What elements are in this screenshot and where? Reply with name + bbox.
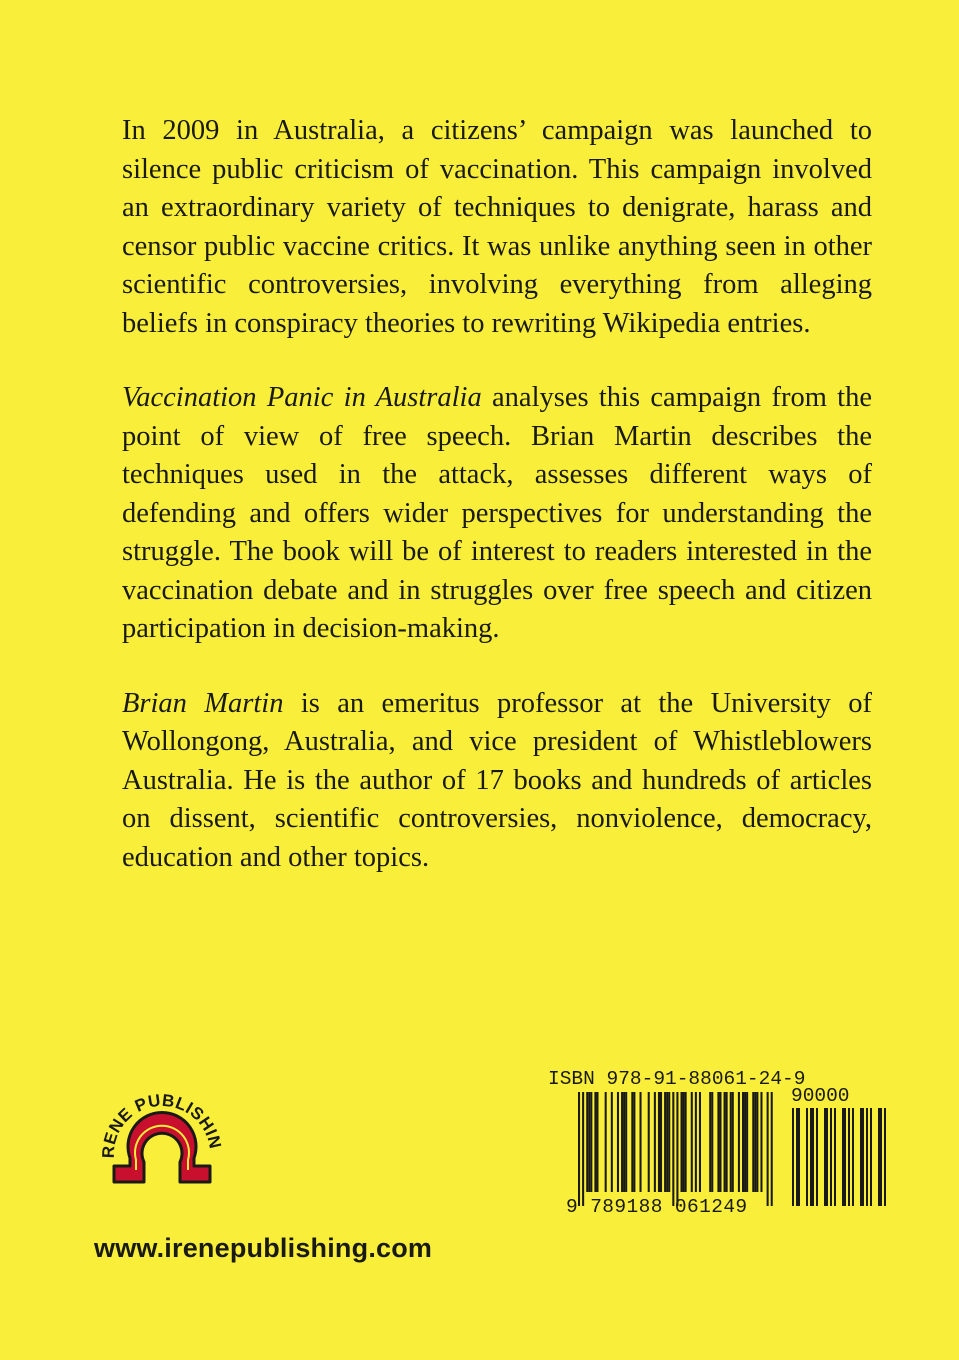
blurb-paragraph-2-text: analyses this campaign from the point of view of free speech. Brian Martin describes the techniques used in the attack, assesses different ways of defending and offers wider perspectives for understanding the struggle. The book will be of interest to readers interested in the vaccination debate and in struggles over free speech and citizen participation in decision-making. <box>122 382 873 644</box>
barcode-bar <box>588 1092 590 1192</box>
barcode-bar <box>691 1092 693 1192</box>
addon-bar <box>842 1108 844 1206</box>
isbn-label: ISBN 978-91-88061-24-9 <box>548 1068 806 1090</box>
barcode-bar <box>754 1092 756 1192</box>
back-cover-blurb <box>122 112 872 877</box>
barcode-bar <box>594 1092 596 1192</box>
addon-bar <box>860 1108 862 1206</box>
addon-bar <box>834 1108 836 1206</box>
barcode-bar <box>578 1092 580 1206</box>
barcode-bar <box>621 1092 623 1192</box>
barcode-bar <box>640 1092 642 1192</box>
barcode-bar <box>590 1092 592 1192</box>
barcode-bar <box>746 1092 748 1192</box>
barcode-bar <box>611 1092 613 1192</box>
author-bio-text: is an emeritus professor at the University of Wollongong, Australia, and vice president of Whistleblowers Australia. He is the author of 17 books and hundreds of articles on dissent, scientific controversies, nonviolence, democracy, education and other topics. <box>122 687 872 873</box>
barcode-bar <box>683 1092 685 1192</box>
addon-bar <box>880 1108 882 1206</box>
svg-text:IRENE PUBLISHING <box>92 1062 225 1159</box>
barcode-bar <box>582 1092 584 1206</box>
barcode-bar <box>648 1092 650 1192</box>
barcode-bar <box>719 1092 721 1192</box>
addon-bar <box>870 1108 872 1206</box>
addon-bar <box>792 1108 794 1206</box>
addon-bar <box>806 1108 808 1206</box>
barcode-bar <box>742 1092 744 1192</box>
barcode-bar <box>586 1092 588 1192</box>
barcode-bar <box>760 1092 762 1192</box>
barcode-bar <box>756 1092 758 1192</box>
addon-bar <box>798 1108 800 1206</box>
addon-bar <box>852 1108 854 1206</box>
barcode-bar <box>752 1092 754 1192</box>
barcode-bar <box>605 1092 607 1192</box>
author-bio <box>122 685 872 878</box>
barcode-bar <box>685 1092 687 1192</box>
barcode-bar <box>695 1092 697 1192</box>
barcode-addon-number: 90000 <box>791 1085 850 1107</box>
barcode-bar <box>730 1092 732 1192</box>
author-name: Brian Martin <box>122 687 284 719</box>
barcode-bar <box>726 1092 728 1192</box>
addon-bar <box>810 1108 812 1206</box>
addon-bar <box>844 1108 846 1206</box>
barcode-bar <box>732 1092 734 1192</box>
addon-bar <box>824 1108 826 1206</box>
barcode-bar <box>717 1092 719 1192</box>
barcode-bar <box>666 1092 668 1192</box>
barcode-bar <box>681 1092 683 1192</box>
barcode-bar <box>699 1092 701 1192</box>
addon-bar <box>816 1108 818 1206</box>
barcode-bar <box>633 1092 635 1192</box>
addon-bar <box>826 1108 828 1206</box>
barcode-bar <box>654 1092 656 1192</box>
barcode-bar <box>625 1092 627 1192</box>
publisher-website: www.irenepublishing.com <box>94 1233 433 1263</box>
addon-bar <box>862 1108 864 1206</box>
addon-bar <box>848 1108 850 1206</box>
barcode-bar <box>664 1092 666 1192</box>
barcode-bar <box>596 1092 598 1192</box>
book-title: Vaccination Panic in Australia <box>122 382 482 413</box>
barcode-bar <box>617 1092 619 1192</box>
barcode-bar <box>738 1092 740 1192</box>
logo-text: RENE PUBLISHIN <box>98 1090 225 1159</box>
addon-bar <box>866 1108 868 1206</box>
barcode-bar <box>767 1092 769 1206</box>
barcode-bar <box>631 1092 633 1192</box>
barcode-bar <box>672 1092 674 1206</box>
isbn-barcode <box>540 1062 905 1230</box>
addon-bar <box>884 1108 886 1206</box>
barcode-bar <box>676 1092 678 1206</box>
blurb-paragraph-1: In 2009 in Australia, a citizens’ campaign was launched to silence public criticism of vaccination. This campaign involved an extraordinary variety of techniques to denigrate, harass and censor public vaccine critics. It was unlike anything seen in other scientific controversies, involving everything from alleging beliefs in conspiracy theories to rewriting Wikipedia entries. <box>122 115 872 339</box>
barcode-bar <box>771 1092 773 1206</box>
blurb-paragraph-2 <box>122 379 872 649</box>
ean-number: 9 789188 061249 <box>566 1196 748 1218</box>
addon-bar <box>830 1108 832 1206</box>
publisher-logo <box>92 1062 232 1192</box>
addon-bar <box>878 1108 880 1206</box>
barcode-bar <box>668 1092 670 1192</box>
barcode-bar <box>623 1092 625 1192</box>
addon-bar <box>796 1108 798 1206</box>
barcode-bar <box>711 1092 713 1192</box>
barcode-bar <box>724 1092 726 1192</box>
barcode-bar <box>709 1092 711 1192</box>
omega-icon <box>92 1062 232 1192</box>
barcode-bar <box>658 1092 660 1192</box>
barcode-bar <box>744 1092 746 1192</box>
addon-bar <box>812 1108 814 1206</box>
barcode-bar <box>660 1092 662 1192</box>
